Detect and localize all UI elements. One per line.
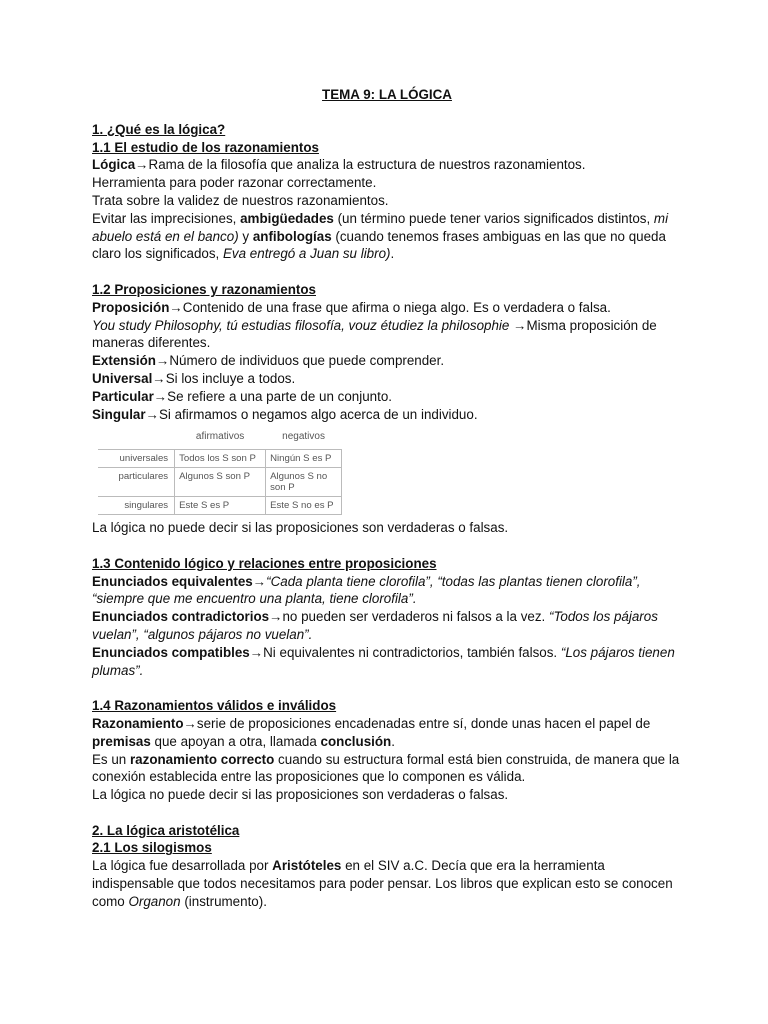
arrow: → — [269, 609, 283, 625]
table-cell: Todos los S son P — [175, 450, 266, 468]
text: cuando su estructura formal está bien construida, de manera que la conexión establecida entre las proposiciones que lo componen es válida. — [92, 751, 680, 785]
paragraph — [92, 751, 682, 787]
definition: Se refiere a una parte de un conjunto. — [167, 388, 392, 404]
term: Aristóteles — [272, 858, 342, 874]
text: que apoyan a otra, llamada — [150, 733, 321, 749]
example: “Cada planta tiene clorofila”, “todas las plantas tienen clorofila”, “siempre que me encuentro una planta, tiene clorofila”. — [92, 573, 641, 607]
term: anfibologías — [252, 228, 332, 244]
table-row — [98, 497, 342, 515]
text: en el SIV a.C. Decía que era la herramienta indispensable que todos necesitamos para poder pensar. Los libros que explican esto se conocen como — [92, 858, 673, 909]
table-row — [98, 450, 342, 468]
term: razonamiento correcto — [129, 751, 275, 767]
definition: Rama de la filosofía que analiza la estructura de nuestros razonamientos. — [148, 157, 586, 173]
proposition-table — [98, 426, 342, 515]
table-row-header: universales — [98, 450, 175, 468]
term: Extensión — [92, 353, 156, 369]
term: Lógica — [92, 157, 136, 173]
table-header: afirmativos — [195, 431, 245, 443]
term: Singular — [92, 406, 146, 422]
example: mi abuelo está en el banco) — [92, 210, 669, 244]
arrow: → — [169, 299, 183, 315]
table-cell: Ningún S es P — [266, 450, 342, 468]
document-title: TEMA 9: LA LÓGICA — [322, 87, 452, 102]
paragraph — [92, 388, 682, 406]
table-row-header: singulares — [98, 497, 175, 515]
arrow: → — [249, 644, 264, 660]
text: Es un — [92, 751, 130, 767]
text: Evitar las imprecisiones, — [92, 210, 241, 226]
arrow: → — [156, 353, 170, 369]
definition: Si los incluye a todos. — [165, 370, 296, 386]
paragraph: La lógica no puede decir si las proposiciones son verdaderas o falsas. — [92, 520, 509, 536]
table-cell: Algunos S son P — [175, 468, 266, 497]
term: conclusión — [320, 733, 392, 749]
text: (un término puede tener varios significados distintos, — [333, 210, 654, 226]
example: “Todos los pájaros vuelan”, “algunos pájaros no vuelan”. — [92, 609, 658, 642]
arrow: → — [145, 406, 159, 422]
arrow: → — [135, 157, 149, 173]
table-header: negativos — [282, 431, 325, 443]
example: You study Philosophy, tú estudias filosofía, vouz étudiez la philosophie — [92, 317, 514, 333]
paragraph: Trata sobre la validez de nuestros razonamientos. — [92, 192, 389, 208]
definition: Ni equivalentes ni contradictorios, también falsos. — [263, 644, 561, 660]
text: (cuando tenemos frases ambiguas en las que no queda claro los significados, — [92, 228, 666, 262]
section-heading: 2. La lógica aristotélica — [92, 822, 240, 838]
text: La lógica fue desarrollada por — [92, 858, 273, 874]
paragraph — [92, 317, 682, 353]
example: Eva entregó a Juan su libro) — [223, 246, 391, 262]
subsection-heading: 1.1 El estudio de los razonamientos — [92, 139, 319, 155]
table-cell: Algunos S no son P — [266, 468, 342, 497]
definition: Contenido de una frase que afirma o niega algo. Es o verdadera o falsa. — [182, 299, 611, 315]
term: Enunciados compatibles — [92, 644, 250, 660]
table-cell: Este S no es P — [266, 497, 342, 515]
text: y — [238, 228, 253, 244]
term: Proposición — [92, 299, 170, 315]
table-cell: Este S es P — [175, 497, 266, 515]
paragraph — [92, 857, 682, 910]
example: Organon — [128, 893, 181, 909]
arrow: → — [513, 317, 527, 333]
text: (instrumento). — [180, 893, 267, 909]
paragraph — [92, 299, 682, 317]
term: Particular — [92, 388, 154, 404]
subsection-heading: 2.1 Los silogismos — [92, 840, 212, 856]
term: premisas — [92, 733, 151, 749]
paragraph — [92, 352, 682, 370]
term: Enunciados equivalentes — [92, 573, 253, 589]
table-row-header: particulares — [98, 468, 175, 497]
example: “Los pájaros tienen plumas”. — [92, 644, 675, 678]
table-row — [98, 468, 342, 497]
paragraph — [92, 406, 682, 424]
subsection-heading: 1.2 Proposiciones y razonamientos — [92, 281, 316, 297]
text: . — [391, 733, 395, 749]
arrow: → — [252, 573, 267, 589]
arrow: → — [183, 715, 197, 731]
paragraph: La lógica no puede decir si las proposiciones son verdaderas o falsas. — [92, 787, 509, 803]
subsection-heading: 1.4 Razonamientos válidos e inválidos — [92, 698, 337, 714]
paragraph — [92, 715, 682, 751]
text: serie de proposiciones encadenadas entre sí, donde unas hacen el papel de — [196, 715, 651, 731]
definition: Si afirmamos o negamos algo acerca de un individuo. — [158, 406, 478, 422]
paragraph — [92, 370, 682, 388]
definition: no pueden ser verdaderos ni falsos a la vez. — [282, 609, 549, 625]
text: Misma proposición de maneras diferentes. — [92, 317, 657, 351]
term: Universal — [92, 370, 153, 386]
paragraph: Herramienta para poder razonar correctamente. — [92, 175, 377, 191]
section-heading: 1. ¿Qué es la lógica? — [92, 121, 226, 137]
subsection-heading: 1.3 Contenido lógico y relaciones entre proposiciones — [92, 555, 437, 571]
arrow: → — [152, 370, 166, 386]
paragraph — [92, 644, 682, 680]
text: . — [390, 246, 395, 262]
paragraph — [92, 573, 682, 609]
paragraph — [92, 608, 682, 644]
paragraph — [92, 210, 682, 263]
definition: Número de individuos que puede comprender. — [169, 353, 445, 369]
term: Enunciados contradictorios — [92, 609, 270, 625]
arrow: → — [153, 388, 168, 404]
term: ambigüedades — [240, 210, 334, 226]
term: Razonamiento — [92, 715, 184, 731]
document-page — [92, 86, 682, 911]
paragraph — [92, 156, 682, 174]
